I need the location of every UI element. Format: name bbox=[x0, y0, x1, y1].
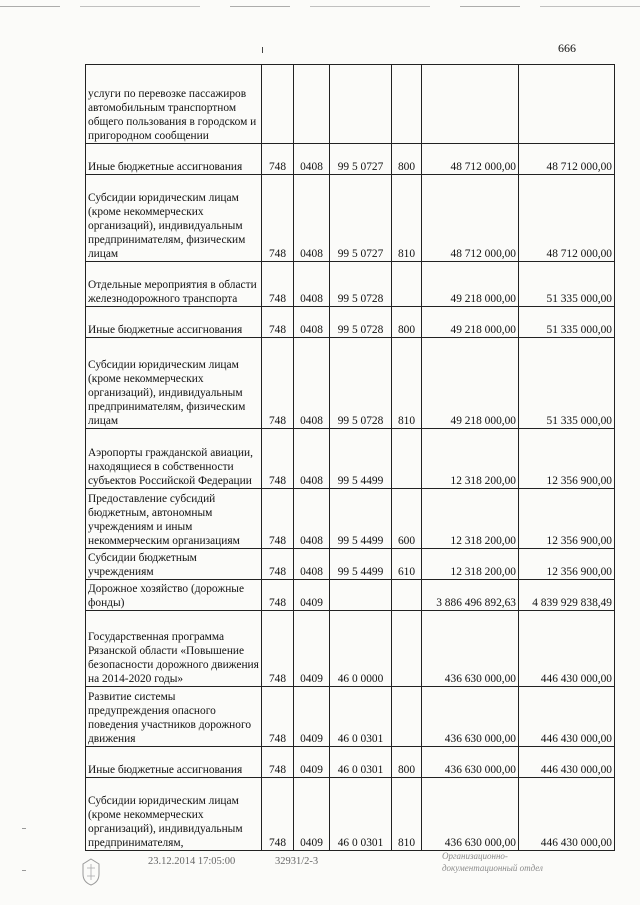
row-sum-2015: 12 318 200,00 bbox=[422, 429, 519, 489]
row-type bbox=[392, 429, 422, 489]
row-type: 800 bbox=[392, 747, 422, 778]
row-section: 0408 bbox=[294, 144, 330, 175]
stamp-line-1: Организационно- bbox=[442, 851, 508, 861]
row-target: 99 5 4499 bbox=[330, 489, 392, 549]
row-sum-2015: 436 630 000,00 bbox=[422, 778, 519, 851]
table-row bbox=[86, 747, 615, 778]
table-row bbox=[86, 262, 615, 307]
row-ministry: 748 bbox=[262, 611, 294, 687]
row-sum-2015: 436 630 000,00 bbox=[422, 687, 519, 747]
row-type bbox=[392, 687, 422, 747]
row-ministry: 748 bbox=[262, 144, 294, 175]
coat-of-arms-icon bbox=[80, 858, 102, 886]
row-sum-2015 bbox=[422, 65, 519, 144]
row-name: Развитие системы предупреждения опасного поведения участников дорожного движения bbox=[86, 687, 262, 747]
row-type: 800 bbox=[392, 307, 422, 338]
row-type bbox=[392, 611, 422, 687]
row-ministry: 748 bbox=[262, 429, 294, 489]
row-name: Субсидии юридическим лицам (кроме некоммерческих организаций), индивидуальным предпринимателям, bbox=[86, 778, 262, 851]
row-section: 0409 bbox=[294, 778, 330, 851]
row-type: 810 bbox=[392, 778, 422, 851]
row-section: 0409 bbox=[294, 611, 330, 687]
row-sum-2015: 12 318 200,00 bbox=[422, 549, 519, 580]
row-section: 0408 bbox=[294, 175, 330, 262]
row-name: Отдельные мероприятия в области железнодорожного транспорта bbox=[86, 262, 262, 307]
row-target: 46 0 0000 bbox=[330, 611, 392, 687]
table-row bbox=[86, 307, 615, 338]
row-target: 99 5 0728 bbox=[330, 338, 392, 429]
row-type: 800 bbox=[392, 144, 422, 175]
row-sum-2016 bbox=[519, 65, 615, 144]
row-sum-2016: 446 430 000,00 bbox=[519, 687, 615, 747]
row-ministry: 748 bbox=[262, 307, 294, 338]
row-section: 0409 bbox=[294, 747, 330, 778]
table-row bbox=[86, 489, 615, 549]
margin-mark bbox=[22, 828, 26, 829]
row-name: Иные бюджетные ассигнования bbox=[86, 307, 262, 338]
row-sum-2016: 51 335 000,00 bbox=[519, 262, 615, 307]
row-target: 99 5 0727 bbox=[330, 175, 392, 262]
row-name: Субсидии юридическим лицам (кроме некоммерческих организаций), индивидуальным предпринимателям, физическим лицам bbox=[86, 338, 262, 429]
page-number: 666 bbox=[558, 41, 576, 55]
row-ministry: 748 bbox=[262, 549, 294, 580]
row-sum-2015: 49 218 000,00 bbox=[422, 307, 519, 338]
row-name: Иные бюджетные ассигнования bbox=[86, 144, 262, 175]
table-row bbox=[86, 687, 615, 747]
table-row bbox=[86, 778, 615, 851]
row-sum-2016: 446 430 000,00 bbox=[519, 778, 615, 851]
department-stamp bbox=[442, 850, 543, 874]
row-target: 46 0 0301 bbox=[330, 687, 392, 747]
budget-table bbox=[85, 64, 615, 851]
table-row bbox=[86, 175, 615, 262]
row-target: 99 5 4499 bbox=[330, 549, 392, 580]
row-type bbox=[392, 580, 422, 611]
row-section: 0408 bbox=[294, 262, 330, 307]
row-ministry: 748 bbox=[262, 338, 294, 429]
row-target bbox=[330, 580, 392, 611]
row-sum-2016: 48 712 000,00 bbox=[519, 144, 615, 175]
scan-speck bbox=[262, 47, 263, 53]
row-sum-2015: 3 886 496 892,63 bbox=[422, 580, 519, 611]
footer-doc-code: 32931/2-3 bbox=[275, 856, 319, 867]
row-ministry: 748 bbox=[262, 580, 294, 611]
row-type: 810 bbox=[392, 338, 422, 429]
row-name: Субсидии юридическим лицам (кроме некоммерческих организаций), индивидуальным предпринимателям, физическим лицам bbox=[86, 175, 262, 262]
table-row bbox=[86, 549, 615, 580]
row-name: Аэропорты гражданской авиации, находящиеся в собственности субъектов Российской Федерации bbox=[86, 429, 262, 489]
row-sum-2016: 12 356 900,00 bbox=[519, 489, 615, 549]
table-row bbox=[86, 429, 615, 489]
row-section: 0408 bbox=[294, 429, 330, 489]
row-target: 99 5 0728 bbox=[330, 307, 392, 338]
row-section: 0408 bbox=[294, 307, 330, 338]
row-target: 46 0 0301 bbox=[330, 778, 392, 851]
row-sum-2016: 51 335 000,00 bbox=[519, 338, 615, 429]
row-name: Государственная программа Рязанской области «Повышение безопасности дорожного движения на 2014-2020 годы» bbox=[86, 611, 262, 687]
row-type: 810 bbox=[392, 175, 422, 262]
row-sum-2015: 48 712 000,00 bbox=[422, 144, 519, 175]
row-target: 46 0 0301 bbox=[330, 747, 392, 778]
row-type: 600 bbox=[392, 489, 422, 549]
table-row bbox=[86, 65, 615, 144]
row-sum-2016: 446 430 000,00 bbox=[519, 747, 615, 778]
row-name: услуги по перевозке пассажиров автомобильным транспортном общего пользования в городском и пригородном сообщении bbox=[86, 65, 262, 144]
row-sum-2016: 12 356 900,00 bbox=[519, 549, 615, 580]
row-name: Дорожное хозяйство (дорожные фонды) bbox=[86, 580, 262, 611]
row-ministry bbox=[262, 65, 294, 144]
table-row bbox=[86, 580, 615, 611]
row-sum-2016: 4 839 929 838,49 bbox=[519, 580, 615, 611]
budget-table-body bbox=[86, 65, 615, 851]
row-section: 0409 bbox=[294, 580, 330, 611]
row-sum-2016: 51 335 000,00 bbox=[519, 307, 615, 338]
row-type: 610 bbox=[392, 549, 422, 580]
row-sum-2015: 49 218 000,00 bbox=[422, 262, 519, 307]
row-sum-2016: 12 356 900,00 bbox=[519, 429, 615, 489]
row-target: 99 5 0727 bbox=[330, 144, 392, 175]
row-name: Предоставление субсидий бюджетным, автономным учреждениям и иным некоммерческим организациям bbox=[86, 489, 262, 549]
stamp-line-2: документационный отдел bbox=[442, 863, 543, 873]
row-sum-2015: 48 712 000,00 bbox=[422, 175, 519, 262]
footer-timestamp: 23.12.2014 17:05:00 bbox=[148, 856, 236, 867]
row-section: 0408 bbox=[294, 338, 330, 429]
row-sum-2015: 436 630 000,00 bbox=[422, 747, 519, 778]
row-target bbox=[330, 65, 392, 144]
row-sum-2015: 12 318 200,00 bbox=[422, 489, 519, 549]
row-target: 99 5 0728 bbox=[330, 262, 392, 307]
row-type bbox=[392, 65, 422, 144]
row-sum-2015: 49 218 000,00 bbox=[422, 338, 519, 429]
row-section bbox=[294, 65, 330, 144]
row-ministry: 748 bbox=[262, 747, 294, 778]
row-section: 0408 bbox=[294, 489, 330, 549]
row-name: Иные бюджетные ассигнования bbox=[86, 747, 262, 778]
row-target: 99 5 4499 bbox=[330, 429, 392, 489]
row-ministry: 748 bbox=[262, 687, 294, 747]
row-sum-2016: 48 712 000,00 bbox=[519, 175, 615, 262]
table-row bbox=[86, 144, 615, 175]
row-ministry: 748 bbox=[262, 175, 294, 262]
table-row bbox=[86, 338, 615, 429]
row-ministry: 748 bbox=[262, 778, 294, 851]
row-ministry: 748 bbox=[262, 262, 294, 307]
row-type bbox=[392, 262, 422, 307]
scan-artifact-line bbox=[0, 6, 640, 7]
row-section: 0408 bbox=[294, 549, 330, 580]
margin-mark bbox=[22, 870, 26, 871]
row-sum-2015: 436 630 000,00 bbox=[422, 611, 519, 687]
row-name: Субсидии бюджетным учреждениям bbox=[86, 549, 262, 580]
row-ministry: 748 bbox=[262, 489, 294, 549]
table-row bbox=[86, 611, 615, 687]
row-section: 0409 bbox=[294, 687, 330, 747]
row-sum-2016: 446 430 000,00 bbox=[519, 611, 615, 687]
